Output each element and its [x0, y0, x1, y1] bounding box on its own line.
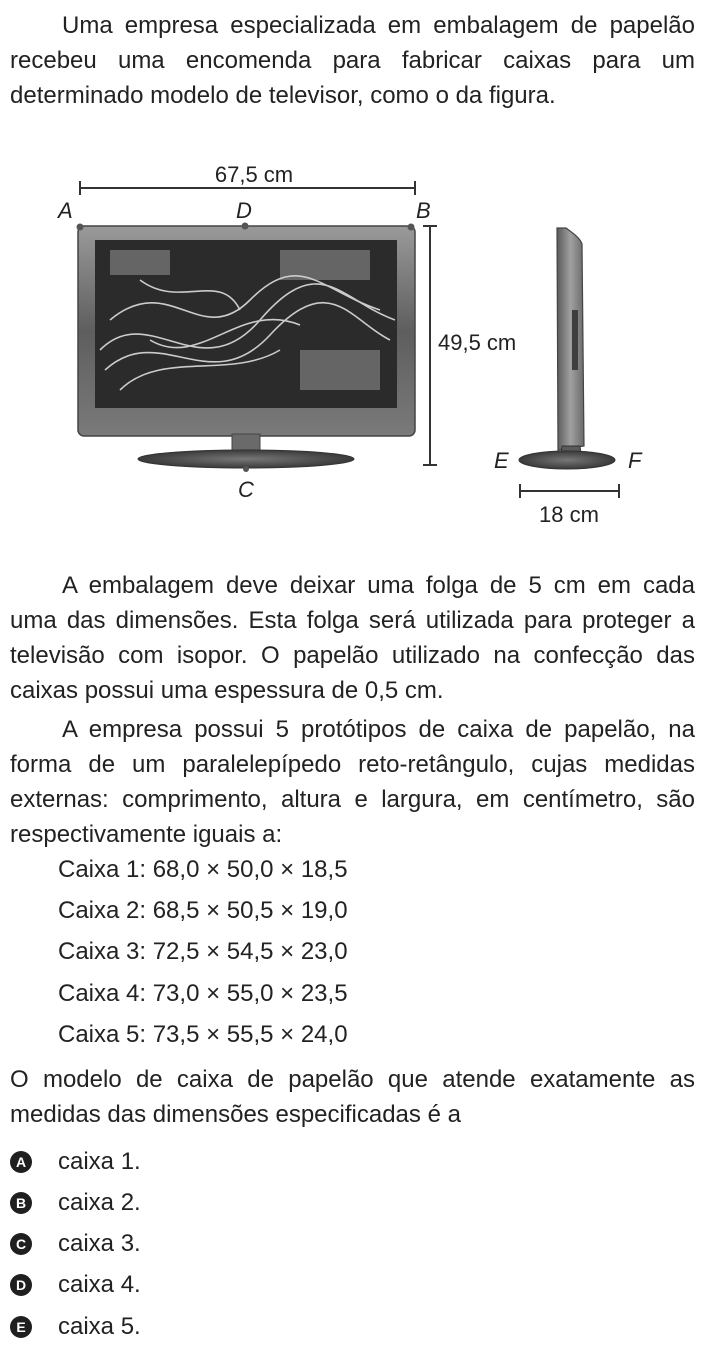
width-label: 67,5 cm — [214, 162, 294, 187]
question-text: O modelo de caixa de papelão que atende exatamente as medidas das dimensões especificadas é a — [10, 1066, 695, 1128]
box-line: Caixa 5: 73,5 × 55,5 × 24,0 — [58, 1021, 348, 1048]
option-e-badge: E — [10, 1316, 32, 1338]
box-line: Caixa 4: 73,0 × 55,0 × 23,5 — [58, 980, 348, 1007]
option-d[interactable] — [10, 1270, 141, 1300]
option-e-text: caixa 5. — [58, 1313, 141, 1340]
option-a-text: caixa 1. — [58, 1148, 141, 1175]
option-c-badge: C — [10, 1233, 32, 1255]
intro-paragraph: Uma empresa especializada em embalagem de papelão recebeu uma encomenda para fabricar caixas para um determinado modelo de televisor, como o da figura. — [10, 12, 695, 109]
option-c[interactable] — [10, 1229, 141, 1259]
tv-side-illustration — [519, 228, 615, 469]
depth-label: 18 cm — [539, 502, 599, 527]
tv-figure — [0, 150, 705, 540]
box-line: Caixa 2: 68,5 × 50,5 × 19,0 — [58, 897, 348, 924]
height-dimension — [423, 226, 437, 465]
point-c-label: C — [238, 477, 254, 502]
tv-front-illustration — [77, 223, 416, 473]
option-b-badge: B — [10, 1192, 32, 1214]
option-d-badge: D — [10, 1274, 32, 1296]
box-line: Caixa 1: 68,0 × 50,0 × 18,5 — [58, 856, 348, 883]
point-e-label: E — [494, 448, 509, 473]
option-e[interactable] — [10, 1312, 141, 1342]
paragraph-clearance: A embalagem deve deixar uma folga de 5 cm em cada uma das dimensões. Esta folga será utilizada para proteger a televisão com isopor. O papelão utilizado na confecção das caixas possui uma espessura de 0,5 cm. — [10, 572, 695, 704]
paragraph-prototypes: A empresa possui 5 protótipos de caixa de papelão, na forma de um paralelepípedo reto-retângulo, cujas medidas externas: comprimento, altura e largura, em centímetro, são respectivamente iguais a: — [10, 716, 695, 848]
option-b-text: caixa 2. — [58, 1189, 141, 1216]
point-a-label: A — [58, 198, 73, 223]
box-line: Caixa 3: 72,5 × 54,5 × 23,0 — [58, 938, 348, 965]
option-a[interactable] — [10, 1147, 141, 1177]
option-a-badge: A — [10, 1151, 32, 1173]
point-f-label: F — [628, 448, 642, 473]
height-label: 49,5 cm — [438, 330, 517, 355]
depth-dimension — [520, 484, 619, 498]
option-c-text: caixa 3. — [58, 1230, 141, 1257]
point-b-label: B — [416, 198, 431, 223]
point-d-label: D — [236, 198, 252, 223]
option-b[interactable] — [10, 1188, 141, 1218]
option-d-text: caixa 4. — [58, 1271, 141, 1298]
